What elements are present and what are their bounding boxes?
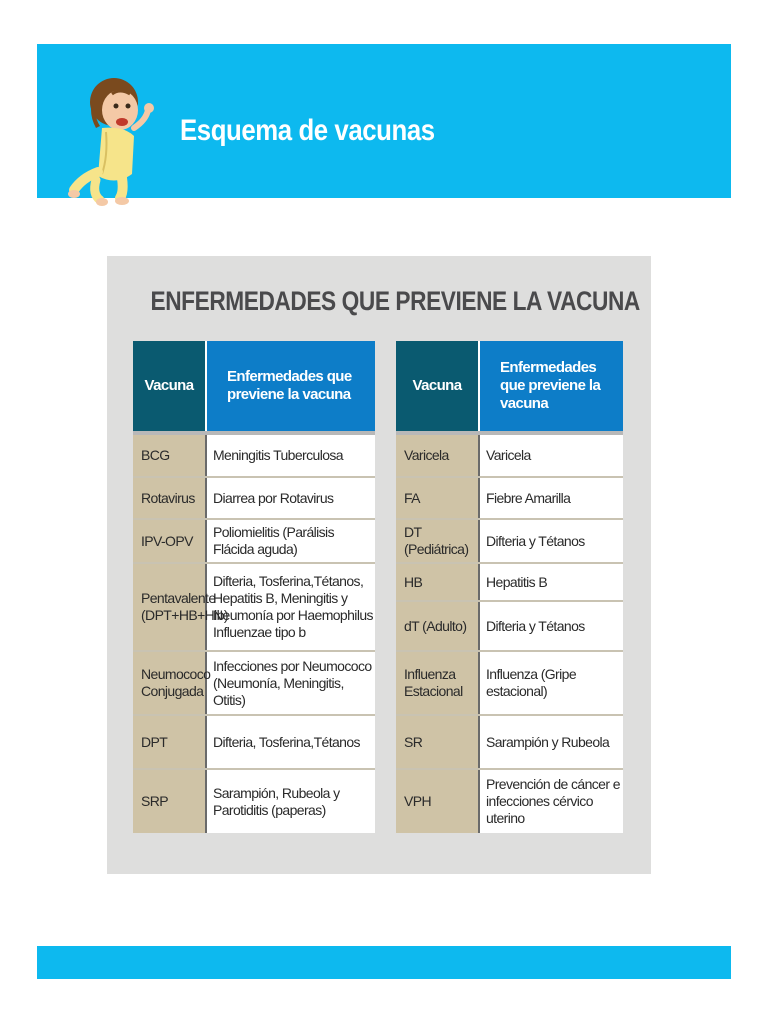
table-row: [396, 435, 623, 477]
diseases-prevented: Sarampión y Rubeola: [479, 715, 623, 769]
diseases-prevented: Infecciones por Neumococo (Neumonía, Meningitis, Otitis): [206, 651, 375, 715]
vaccine-table-right: [396, 341, 623, 833]
page-title: Esquema de vacunas: [180, 114, 435, 147]
baby-mascot-illustration: [62, 70, 162, 210]
diseases-prevented: Meningitis Tuberculosa: [206, 435, 375, 477]
diseases-prevented: Hepatitis B: [479, 563, 623, 601]
table-row: [133, 651, 375, 715]
vaccine-name: VPH: [396, 769, 479, 833]
table-row: [396, 477, 623, 519]
vaccine-name: FA: [396, 477, 479, 519]
diseases-prevented: Poliomielitis (Parálisis Flácida aguda): [206, 519, 375, 563]
vaccine-name: SRP: [133, 769, 206, 833]
table-row: [133, 435, 375, 477]
column-header-enfermedades: Enfermedades que previene la vacuna: [206, 341, 375, 431]
table-row: [396, 769, 623, 833]
vaccine-name: IPV-OPV: [133, 519, 206, 563]
table-row: [396, 519, 623, 563]
table-row: [133, 715, 375, 769]
panel-title: ENFERMEDADES QUE PREVIENE LA VACUNA: [150, 286, 640, 316]
table-row: [133, 519, 375, 563]
diseases-prevented: Prevención de cáncer e infecciones cérvico uterino: [479, 769, 623, 833]
diseases-prevented: Difteria, Tosferina,Tétanos: [206, 715, 375, 769]
column-header-enfermedades: Enfermedades que previene la vacuna: [479, 341, 623, 431]
table-row: [133, 477, 375, 519]
vaccine-table-left: [133, 341, 375, 833]
diseases-prevented: Fiebre Amarilla: [479, 477, 623, 519]
diseases-prevented: Diarrea por Rotavirus: [206, 477, 375, 519]
diseases-prevented: Sarampión, Rubeola y Parotiditis (paperas): [206, 769, 375, 833]
diseases-prevented: Varicela: [479, 435, 623, 477]
vaccine-name: DPT: [133, 715, 206, 769]
table-row: [396, 563, 623, 601]
table-row: [133, 769, 375, 833]
table-row: [396, 651, 623, 715]
footer-band: [37, 946, 731, 979]
table-row: [396, 601, 623, 651]
vaccine-name: Neumococo Conjugada: [133, 651, 206, 715]
vaccine-panel: [107, 256, 651, 874]
vaccine-name: Pentavalente (DPT+HB+Hib): [133, 563, 206, 651]
vaccine-name: HB: [396, 563, 479, 601]
column-header-vacuna: Vacuna: [396, 341, 479, 431]
vaccine-name: BCG: [133, 435, 206, 477]
vaccine-name: Varicela: [396, 435, 479, 477]
vaccine-name: Rotavirus: [133, 477, 206, 519]
table-row: [133, 563, 375, 651]
diseases-prevented: Difteria y Tétanos: [479, 519, 623, 563]
diseases-prevented: Difteria, Tosferina,Tétanos, Hepatitis B, Meningitis y Neumonía por Haemophilus Influenzae tipo b: [206, 563, 375, 651]
column-header-vacuna: Vacuna: [133, 341, 206, 431]
diseases-prevented: Difteria y Tétanos: [479, 601, 623, 651]
table-row: [396, 715, 623, 769]
vaccine-name: dT (Adulto): [396, 601, 479, 651]
vaccine-name: Influenza Estacional: [396, 651, 479, 715]
vaccine-name: SR: [396, 715, 479, 769]
vaccine-name: DT (Pediátrica): [396, 519, 479, 563]
diseases-prevented: Influenza (Gripe estacional): [479, 651, 623, 715]
